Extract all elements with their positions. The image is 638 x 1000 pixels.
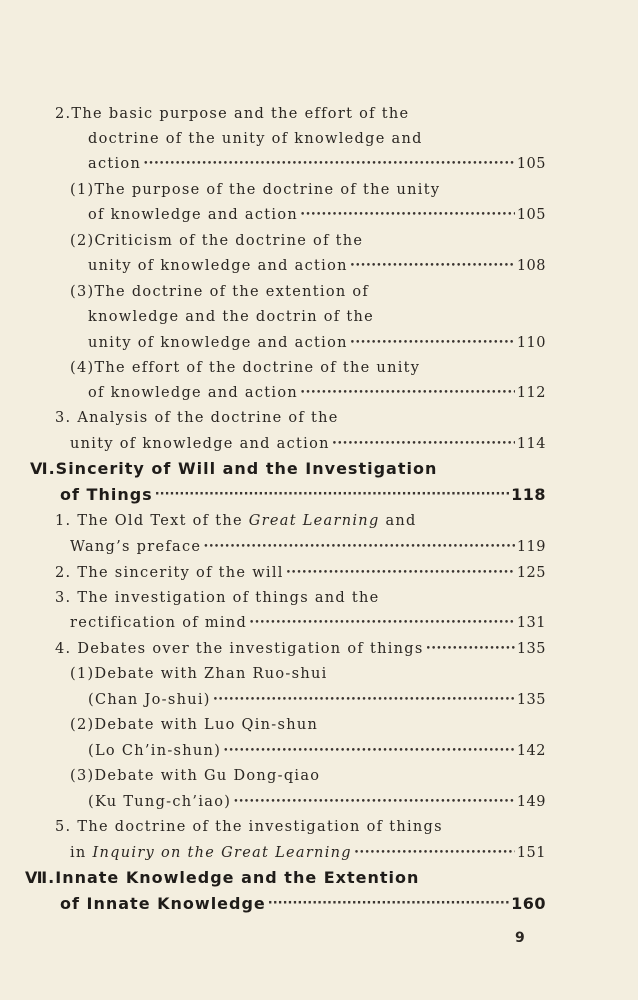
page-ref: 131: [516, 615, 546, 631]
dot-leader: [233, 795, 515, 809]
page-ref: 125: [516, 565, 546, 581]
page-ref: 108: [516, 258, 546, 274]
dot-leader: [354, 846, 515, 860]
toc-entry: 2.The basic purpose and the effort of the: [55, 106, 410, 122]
toc-entry: Wang’s preface ••••• 119: [70, 535, 546, 559]
toc-entry: (2)Criticism of the doctrine of the: [70, 233, 364, 249]
toc-entry: 2. The sincerity of the will ••••• 125: [55, 561, 546, 585]
dot-leader: [332, 437, 515, 451]
toc-entry: 1. The Old Text of the Great Learning and: [55, 513, 417, 529]
page-ref: 142: [516, 743, 546, 759]
toc-entry: unity of knowledge and action ••••• 108: [88, 254, 546, 278]
dot-leader: [223, 744, 515, 758]
toc-entry: in Inquiry on the Great Learning ••••• 151: [70, 841, 546, 865]
page-ref: 110: [516, 335, 546, 351]
toc-entry: (Ku Tung-ch’iao) ••••• 149: [88, 790, 546, 814]
page-ref: 149: [516, 794, 546, 810]
toc-entry: doctrine of the unity of knowledge and: [88, 131, 423, 147]
page-ref: 135: [516, 641, 546, 657]
page-number: 9: [515, 930, 525, 946]
dot-leader: [213, 693, 515, 707]
page-ref: 119: [516, 539, 546, 555]
chapter-heading: Ⅵ.Sincerity of Will and the Investigation: [30, 459, 438, 478]
dot-leader: [249, 616, 515, 630]
page-ref: 105: [516, 156, 546, 172]
toc-entry: (1)Debate with Zhan Ruo-shui: [70, 666, 328, 682]
page-ref: 112: [516, 385, 546, 401]
page-ref: 105: [516, 207, 546, 223]
dot-leader: [300, 208, 515, 222]
toc-entry: (3)The doctrine of the extention of: [70, 284, 370, 300]
toc-entry: 3. Analysis of the doctrine of the: [55, 410, 339, 426]
toc-entry: of knowledge and action ••••• 112: [88, 381, 546, 405]
toc-entry: knowledge and the doctrin of the: [88, 309, 374, 325]
toc-entry: (4)The effort of the doctrine of the unity: [70, 360, 421, 376]
toc-entry: (3)Debate with Gu Dong-qiao: [70, 768, 321, 784]
toc-entry: rectification of mind ••••• 131: [70, 611, 546, 635]
dot-leader: [155, 488, 509, 502]
page-ref: 151: [516, 845, 546, 861]
dot-leader: [143, 157, 515, 171]
dot-leader: [286, 566, 515, 580]
dot-leader: [300, 386, 515, 400]
toc-entry: 4. Debates over the investigation of things ••••• 135: [55, 637, 546, 661]
chapter-heading: Ⅶ.Innate Knowledge and the Extention: [25, 868, 420, 887]
dot-leader: [350, 259, 515, 273]
chapter-heading: of Innate Knowledge ····· 160: [60, 892, 546, 916]
dot-leader: [426, 642, 515, 656]
toc-entry: (Chan Jo-shui) ••••• 135: [88, 688, 546, 712]
dot-leader: [350, 336, 515, 350]
toc-entry: action ••••• 105: [88, 152, 546, 176]
toc-entry: 3. The investigation of things and the: [55, 590, 380, 606]
toc-entry: unity of knowledge and action ••••• 110: [88, 331, 546, 355]
page-ref: 114: [516, 436, 546, 452]
dot-leader: [268, 897, 509, 911]
chapter-heading: of Things ····· 118: [60, 483, 546, 507]
toc-entry: of knowledge and action ••••• 105: [88, 203, 546, 227]
page-ref: 118: [511, 485, 546, 504]
page-ref: 135: [516, 692, 546, 708]
toc-entry: unity of knowledge and action ••••• 114: [70, 432, 546, 456]
toc-entry: (1)The purpose of the doctrine of the unity: [70, 182, 441, 198]
toc-entry: 5. The doctrine of the investigation of things: [55, 819, 443, 835]
toc-entry: (Lo Ch’in-shun) ••••• 142: [88, 739, 546, 763]
page-ref: 160: [511, 894, 546, 913]
toc-entry: (2)Debate with Luo Qin-shun: [70, 717, 319, 733]
dot-leader: [203, 540, 515, 554]
